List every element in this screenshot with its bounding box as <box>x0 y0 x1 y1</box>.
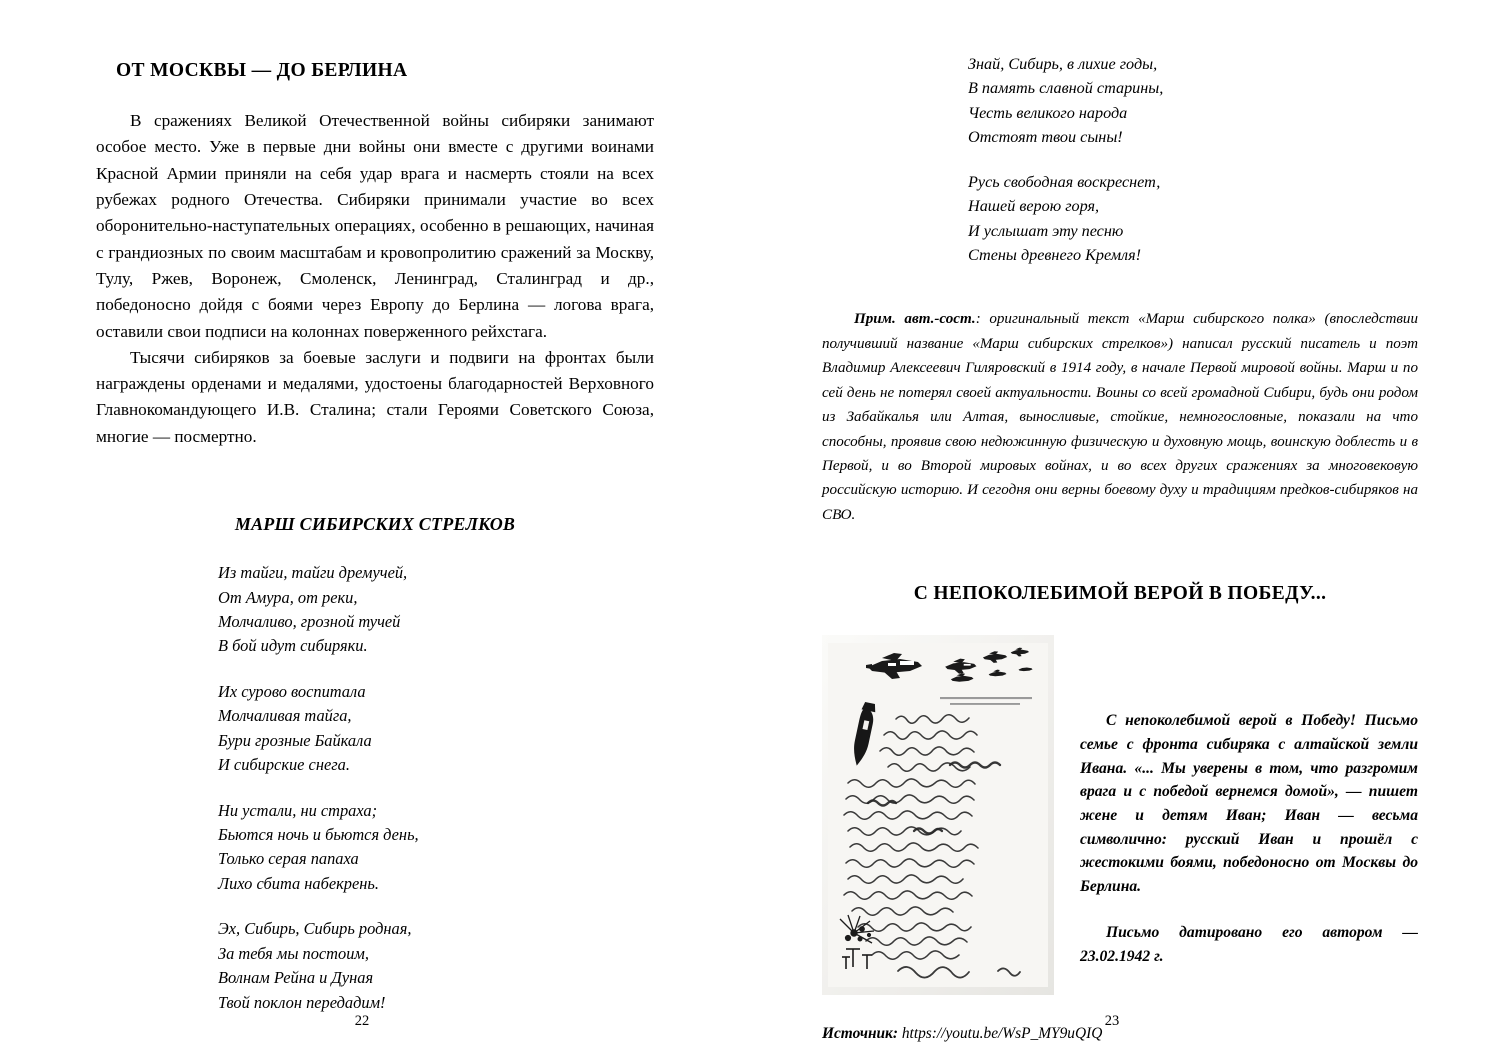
poem-line: Ни устали, ни страха; <box>218 800 378 820</box>
poem-line: Твой поклон передадим! <box>218 992 386 1012</box>
page-title: ОТ МОСКВЫ — ДО БЕРЛИНА <box>116 60 408 81</box>
poem-line: И услышат эту песню <box>968 221 1124 240</box>
page-right <box>746 0 1492 1058</box>
figure-with-caption <box>822 635 1418 995</box>
source-url[interactable]: https://youtu.be/WsP_MY9uQIQ <box>901 1025 1103 1043</box>
poem-stanza <box>218 799 654 897</box>
figure-caption-date <box>1080 921 1418 968</box>
poem-line: Честь великого народа <box>968 103 1128 122</box>
poem-line: В память славной старины, <box>968 79 1164 98</box>
poem-line: В бой идут сибиряки. <box>218 636 368 656</box>
poem-line: Бьются ночь и бьются день, <box>218 825 419 844</box>
poem-line: От Амура, от реки, <box>218 587 358 607</box>
poem-line: Их сурово воспитала <box>218 681 366 701</box>
poem-line: Только серая папаха <box>218 849 359 869</box>
poem-line: Стены древнего Кремля! <box>968 246 1142 265</box>
editor-note <box>822 307 1418 527</box>
paragraph-1 <box>96 108 654 345</box>
poem-line: Русь свободная воскреснет, <box>968 173 1161 192</box>
poem-title: МАРШ СИБИРСКИХ СТРЕЛКОВ <box>234 514 516 535</box>
poem-line: Нашей верою горя, <box>968 197 1100 216</box>
editor-note-text: : оригинальный текст «Марш сибирского полка» (впоследствии получивший название «Марш сибирских стрелков») написал русский писатель и поэт Владимир Алексеевич Гиляровский в 1914 году, в начале Первой мировой войны. Марш и по сей день не потерял своей актуальности. Воины со всей громадной Сибири, будь они родом из Забайкалья или Алтая, выносливые, стойкие, немногословные, показали на что способны, проявив свою недюжинную физическую и духовную мощь, воинскую доблесть и в Первой, и во Второй мировых войнах, и во всех других сражениях за многовековую российскую историю. И сегодня они верны боевому духу и традициям предков-сибиряков на СВО. <box>822 311 1418 523</box>
poem-body-continued <box>822 52 1418 267</box>
poem-line: Отстоят твои сыны! <box>968 127 1123 146</box>
poem-line: Волнам Рейна и Дуная <box>218 968 374 988</box>
paragraph-2 <box>96 345 654 450</box>
poem-line: Молчаливая тайга, <box>218 706 352 726</box>
editor-note-label: Прим. авт.-сост. <box>854 311 976 328</box>
section-title-victory: С НЕПОКОЛЕБИМОЙ ВЕРОЙ В ПОБЕДУ... <box>913 583 1327 605</box>
poem-line: Лихо сбита набекрень. <box>218 873 379 893</box>
source-label: Источник: <box>822 1025 898 1043</box>
figure-caption-primary-text: С непоколебимой верой в Победу! Письмо семье с фронта сибиряка с алтайской земли Ивана. «... Мы уверены в том, что разгромим врага и с победой вернемся домой», — пишет жене и детям Иван; Иван — весьма символично: русский Иван и прошёл с жестокими боями, победоносно от Москвы до Берлина. <box>1080 712 1418 896</box>
poem-stanza <box>218 561 654 659</box>
poem-stanza <box>968 52 1418 149</box>
page-number-right: 23 <box>1104 1013 1120 1029</box>
poem-line: И сибирские снега. <box>218 755 350 775</box>
poem-line: Из тайги, тайги дремучей, <box>218 563 408 583</box>
poem-stanza <box>968 170 1418 267</box>
front-letter-photo <box>822 635 1054 995</box>
figure-caption-primary <box>1080 709 1418 899</box>
poem-stanza <box>218 680 654 778</box>
poem-line: Молчаливо, грозной тучей <box>218 611 401 631</box>
paragraph-2-text: Тысячи сибиряков за боевые заслуги и подвиги на фронтах были награждены орденами и медалями, удостоены благодарностей Верховного Главнокомандующего И.В. Сталина; стали Героями Советского Союза, многие — посмертно. <box>96 347 654 446</box>
page-number-left: 22 <box>354 1013 370 1029</box>
paragraph-1-text: В сражениях Великой Отечественной войны сибиряки занимают особое место. Уже в первые дни войны они вместе с другими воинами Красной Армии приняли на себя удар врага и насмерть стояли на всех рубежах родного Отечества. Сибиряки принимали участие во всех оборонительно-наступательных операциях, особенно в решающих, начиная с грандиозных по своим масштабам и кровопролитию сражений за Москву, Тулу, Ржев, Воронеж, Смоленск, Ленинград, Сталинград и др., победоносно дойдя с боями через Европу до Берлина — логова врага, оставили свои подписи на колоннах поверженного рейхстага. <box>96 111 654 341</box>
poem-stanza <box>218 917 654 1015</box>
poem-line: Знай, Сибирь, в лихие годы, <box>968 55 1158 73</box>
caption-column <box>1054 635 1418 968</box>
poem-line: Бури грозные Байкала <box>218 730 372 750</box>
poem-body <box>96 561 654 1015</box>
poem-line: За тебя мы постоим, <box>218 943 369 963</box>
poem-line: Эх, Сибирь, Сибирь родная, <box>218 919 412 939</box>
figure-caption-date-text: Письмо датировано его автором — 23.02.1942 г. <box>1080 923 1418 965</box>
